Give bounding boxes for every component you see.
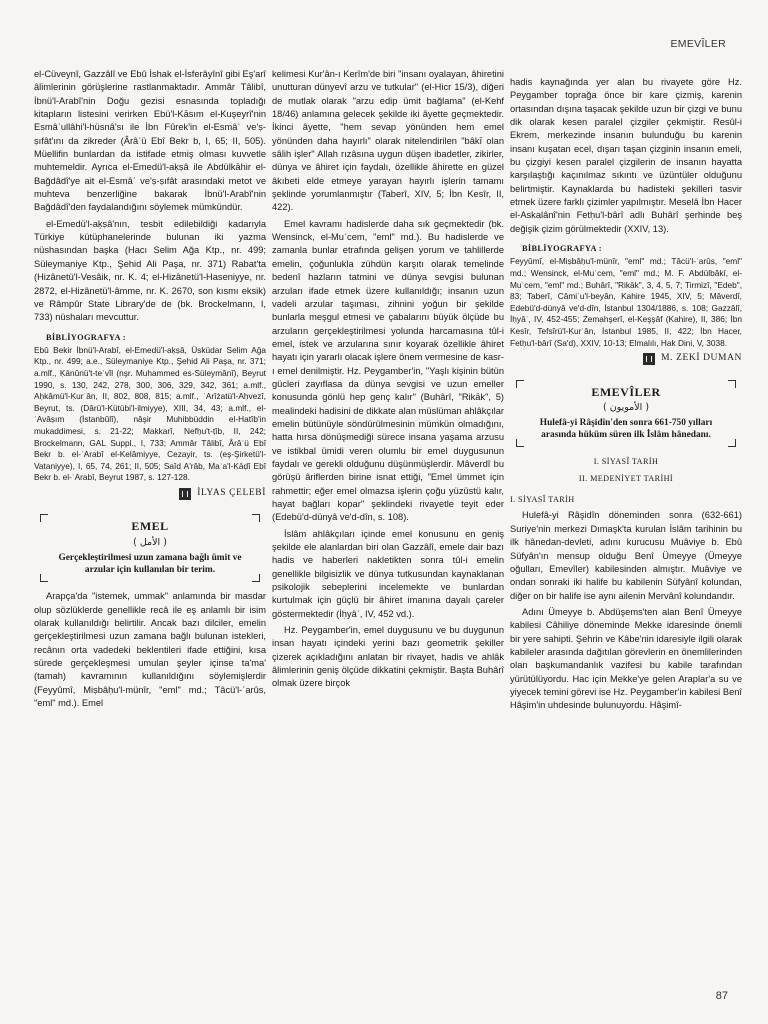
paragraph: İslâm ahlâkçıları içinde emel konusunu en geniş şekilde ele alanlardan biri olan Gazzâlî, emele dair bazı hadis ve haberleri nakletikten sonra tûl-i emelin genellikle bilgisizlik ve dünya tutkusundan kaynaklanan psikolojik sebeplerini incelemekte ve bunlardan kurtulmak için güçlü bir âhiret imanına dayalı çareler göstermektedir (İḥyâʾ, IV, 452 vd.). bbox=[272, 528, 504, 619]
entry-header-emel bbox=[40, 514, 260, 582]
entry-definition: Hulefâ-yi Râşidîn'den sonra 661-750 yılları arasında hüküm süren ilk İslâm hânedanı. bbox=[539, 418, 713, 440]
column-1 bbox=[34, 68, 266, 710]
tdv-logo-icon bbox=[179, 488, 191, 500]
page-number: 87 bbox=[715, 990, 728, 1002]
column-3 bbox=[510, 76, 742, 713]
bibliography: Feyyûmî, el-Miṣbâḥu'l-münîr, "eml" md.; Tâcü'l-ʿarûs, "eml" md.; Wensinck, el-Muʿcem, "eml" md.; M. F. Abdülbâkī, el-Muʿcem, "eml" md.; Buhârî, "Rikāk", 3, 4, 5, 7; Tirmizî, "Edeb", 83; Taberî, Câmiʿu'l-beyân, Kahire 1945, XIV, 5; Mâverdî, Edebü'd-dünyâ ve'd-dîn, İstanbul 1304/1886, s. 108; Gazzâlî, İḥyâʾ, IV, 452-455; Zemahşerî, el-Keşşâf (Kahire), II, 386; İbn Kesîr, Tefsîrü'l-Ḳurʾân, İstanbul 1985, II, 422; İbn Hacer, Fetḥu'l-bârî (Sa'd), XXIV, 10-13; Elmalılı, Hak Dini, V, 3038. bbox=[510, 256, 742, 348]
column-2 bbox=[272, 68, 504, 691]
paragraph: Adını Ümeyye b. Abdüşems'ten alan Benî Ümeyye kabilesi Câhiliye döneminde Mekke idaresinde önemli bir yere sahipti. Şehrin ve Kâbe'nin idaresiyle ilgili olarak kabileler arasında dağıtılan görevlerin en önemlilerinden olan başkumandanlık vazifesi bu kabile tarafından yürütülüyordu. Hac için Mekke'ye gelen Araplar'a su ve yiyecek temini görevi ise Hz. Peygamber'in kabilesi Benî Hâşim'in uhdesinde bulunuyordu. Hâşimî- bbox=[510, 606, 742, 711]
paragraph: Hulefâ-yi Râşidîn döneminden sonra (632-661) Suriye'nin merkezi Dımaşk'ta kurulan İslâm tarihinin bu ilk hânedan-devleti, adını kurucusu Muâviye b. Ebû Süfyân'ın mensup olduğu Benî Ümeyye (Ümeyye oğulları, Emevîler) kabilesinden almıştır. Muâviye ve ondan sonraki iki halife bu kabilenin Süfyânî kolundan, diğer on bir halife ise aynı ailenin Mervânî kolundandır. bbox=[510, 510, 742, 601]
entry-arabic: ( الأمل ) bbox=[133, 536, 167, 548]
author-signature bbox=[34, 487, 266, 500]
section-heading: I. SİYASÎ TARİH bbox=[510, 495, 575, 505]
paragraph: el-Emedü'l-aḳṣâ'nın, tesbit edilebildiği kadarıyla Türkiye kütüphanelerinde bulunan iki yazma nüshasından başka (Hacı Selim Ağa Ktp., nr. 499; Süleymaniye Ktp., Şehid Ali Paşa, nr. 371) Rabat'ta (Hizânetü'l-Vesâik, nr. K. 4; el-Hizânetü'l-Haseniyye, nr. 2872, el-Hizânetü'l-âmme, nr. K. 2670, son kısmı eksik) ve Râmpûr State Library'de de (bk. Brockelmann, I, 733) nüshaları mevcuttur. bbox=[34, 218, 266, 323]
author-name: M. ZEKİ DUMAN bbox=[661, 353, 742, 364]
paragraph: Hz. Peygamber'in, emel duygusunu ve bu duygunun insan hayatı içindeki yerini bazı geometrik şekiller çizerek açıkladığını anlatan bir rivayet, hadis ve ahlâk âlimlerinin geniş ölçüde dikkatini çekmiştir. Başta Buhârî olmak üzere birçok bbox=[272, 625, 504, 689]
paragraph: Emel kavramı hadislerde daha sık geçmektedir (bk. Wensinck, el-Muʿcem, "eml" md.). Bu hadislerde ve zamanla bunlar etrafında gelişen yorum ve tahlillerde emelin, çoğunlukla zühdün karşıtı olarak temelinde bedenî hazların tatmini ve dünya sevgisi bulunan arzuları ifade etmek üzere kullanıldığı; insanın uzun vadeli arzular taşıması, zihnini yoğun bir şekilde bunlarla meşgul etmesi ve çabalarını büyük ölçüde bu arzuların gerçekleştirilmesi yolunda harcamasına tûl-i emel, istek ve arzularına sınır koyarak özellikle âhiret hayatı için yararlı olacak işlere önem vermesine de kasr-ı emel denilmiştir. Hz. Peygamber'in, "Yaşlı kişinin bütün gücleri zayıflasa da dünya sevgisi ve uzun emeller konusunda gönlü hep genç kalır" (Buhârî, "Rikāk", 5) mealindeki hadisini de dikkate alan müslüman ahlâkçılar emelin bütünüyle söndürülmesinin mümkün olmadığını, hatta hırsa dönüşmediği sürece insana yaşama arzusu ve istikbal ümidi veren olumlu bir emel duygusunun faydalı ve gerekli olduğunu düşünmüşlerdir. Mâverdî bu görüşü âriflerden birine isnat ettiği, "Emel ümmet için rahmettir; eğer emel olmazsa işlerin çoğu yüzüstü kalır, hayat bağları kopar" şeklindeki rivayetle teyit eder (Edebü'd-dünyâ ve'd-dîn, s. 108). bbox=[272, 218, 504, 523]
bibliography-title: BİBLİYOGRAFYA : bbox=[46, 332, 126, 342]
tdv-logo-icon bbox=[643, 353, 655, 365]
toc-item: I. SİYASÎ TARİH bbox=[593, 457, 659, 467]
paragraph: kelimesi Kur'ân-ı Kerîm'de biri "insanı oyalayan, âhiretini unutturan dünyevî arzu ve tutkular" (el-Hicr 15/3), diğeri de mutlak olarak "arzu edip ümit bağlama" (el-Kehf 18/46) anlamına gelecek şekilde iki âyette geçmektedir. İkinci âyette, "hem sevap yönünden hem emel yönünden daha hayırlı" olarak nitelendirilen "bâkī olan sâlih işler" Allah rızâsına uygun düşen ibadetler, zikirler, dünya ve âhiret için faydalı, özellikle âhirette en güzel âkıbeti elde etmeye yarayan hayırlı işlerin tamamı şeklinde yorumlanmıştır (Taberî, XIV, 5; İbn Kesîr, II, 422). bbox=[272, 69, 504, 213]
bibliography-title: BİBLİYOGRAFYA : bbox=[522, 244, 602, 254]
toc-item: II. MEDENİYET TARİHİ bbox=[578, 473, 674, 483]
entry-definition: Gerçekleştirilmesi uzun zamana bağlı ümit ve arzular için kullanılan bir terim. bbox=[58, 553, 242, 575]
entry-header-emeviler bbox=[516, 380, 736, 448]
paragraph: Arapça'da "istemek, ummak" anlamında bir masdar olup sözlüklerde genellikle recâ ile eş anlamlı bir isim olarak kullanıldığı belirtilir. Ancak bazı dilciler, emelin gerçekleştirilmesi uzun zamana bağlı bulunan istekleri, recânın orta vadedeki beklentileri ifade ettiğini, kısa sürede gerçekleşmesi umulan şeyler içinse ta'ma' (tamah) kavramının kullanıldığını söylemişlerdir (Feyyûmî, Miṣbâḥu'l-münîr, "eml" md.; Tâcü'l-ʿarûs, "eml" md.). Emel bbox=[34, 591, 266, 708]
entry-arabic: ( الأمويون ) bbox=[602, 401, 650, 413]
author-signature bbox=[510, 352, 742, 365]
bibliography: Ebû Bekir İbnü'l-Arabî, el-Emedü'l-aḳṣâ, Üsküdar Selim Ağa Ktp., nr. 499; a.e., Süleymaniye Ktp., Şehid Ali Paşa, nr. 371; a.mlf., Ḳānûnü't-teʾvîl (nşr. Muhammed es-Süleymânî), Beyrut 1990, s. 130, 242, 278, 300, 306, 329, 342, 361; a.mlf., Aḥkâmü'l-Ḳurʾân, II, 802, 808, 815; a.mlf., ʿArîżatü'l-Aḥvezî, Beyrut, ts. (Dârü'l-Kütübi'l-ilmiyye), XIII, 34, 43; a.mlf., el-ʿAvâṣım (İstanbûlî), nâşir Muhibbüddin el-Hatîb'in mukaddimesi, s. 21-22; Makkarî, Nefḥu't-ṭîb, II, 242; Brockelmann, GAL Suppl., I, 733; Ammâr Tâlibî, Ârâʾü Ebî Bekr b. el-ʿArabî el-Kelâmiyye, Cezayir, ts. (eş-Şirketü'l-Vataniyye), I, 65, 74, 261; II, 505; Saîd A'râb, Maʿa'l-Ḳāḍî Ebî Bekr b. el-ʿArabî, Beyrut 1987, s. 127-128. bbox=[34, 344, 266, 483]
paragraph: el-Cüveynî, Gazzâlî ve Ebû İshak el-İsferâyînî gibi Eş'arî âlimlerinin görüşlerine rastlanmaktadır. Ammâr Tâlibî, İbnü'l-Arabî'nin Doğu gezisi esnasında topladığı kitapların listesini verirken Ebü'l-Kāsım el-Kuşeyrî'nin Esmâʾullâhi'l-hüsnâ'sı ile İbn Fûrek'in el-Esmâʾ ve'ṣ-ṣıfât'ını da zikreder (Ârâʾü Ebî Bekr b, I, 65; II, 505). Müellifin bunlardan da istifade etmiş olması kuvvetle muhtemeldir. Ayrıca el-Emedü'l-aḳṣâ ile Abdülkāhir el-Bağdâdî'ye ait el-Esmâʾ ve'ṣ-ṣıfât arasındaki metot ve muhteva benzerliğine bakarak İbnü'l-Arabî'nin Bağdâdî'den faydalandığını söylemek mümkündür. bbox=[34, 69, 266, 213]
author-name: İLYAS ÇELEBİ bbox=[197, 488, 266, 498]
running-head: EMEVÎLER bbox=[670, 38, 726, 50]
entry-title: EMEL bbox=[131, 519, 169, 534]
paragraph: hadis kaynağında yer alan bu rivayete göre Hz. Peygamber toprağa önce bir kare çizmiş, karenin ortasından dışına taşacak şekilde uzun bir çizgi ve bunu dik olarak kesen paralel çizgiler çekmiştir. Resûl-i Ekrem, merkezinde insanın bulunduğu bu karenin insanı kuşatan ecel, dışarı taşan çizginin insanın emeli, bu çizgiyi kesen paralel çizgilerin de insanın hayatta karşılaştığı kaçınılmaz sıkıntı ve üzüntüler olduğunu belirtmiştir. Kaynaklarda bu hadisteki şekilleri tasvir etmek üzere farklı çizimler yapılmıştır. Meselâ İbn Hacer el-Askalânî'nin Fetḥu'l-bârî adlı Buhârî şerhinde beş değişik çizim görülmektedir (XXIV, 13). bbox=[510, 77, 742, 234]
entry-title: EMEVÎLER bbox=[591, 384, 661, 399]
